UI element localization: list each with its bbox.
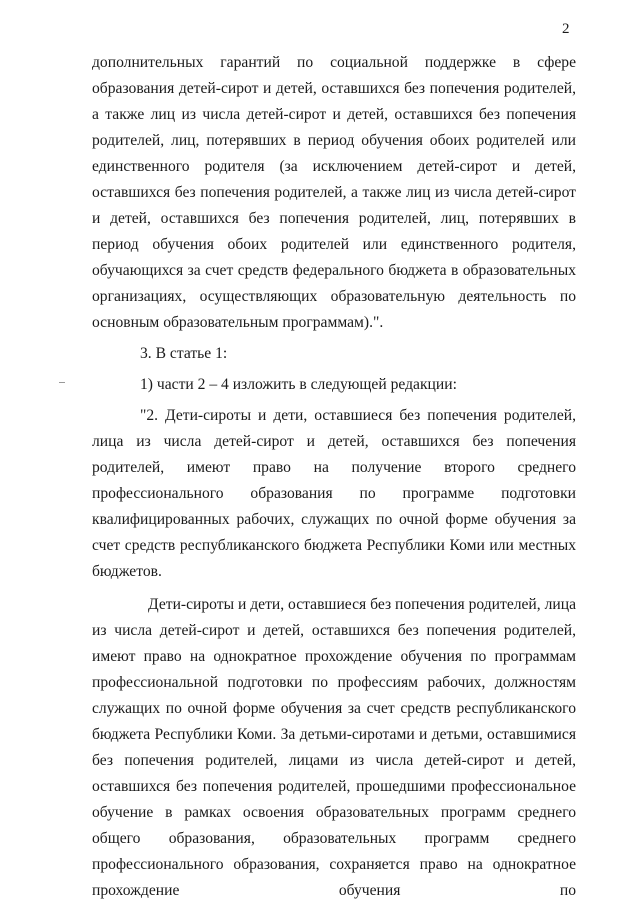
- paragraph-part-3: Дети-сироты и дети, оставшиеся без попечения родителей, лица из числа детей-сирот и детей, оставшихся без попечения родителей, имеют право на однократное прохождение обучения по программам профессиональной подготовки по профессиям рабочих, должностям служащих по очной форме обучения за счет средств республиканского бюджета Республики Коми. За детьми-сиротами и детьми, оставшимися без попечения родителей, лицами из числа детей-сирот и детей, оставшихся без попечения родителей, прошедшими профессиональное обучение в рамках освоения образовательных программ среднего общего образования, образовательных программ среднего профессионального образования, сохраняется право на однократное прохождение обучения по: [92, 596, 576, 899]
- paragraph-part-2: "2. Дети-сироты и дети, оставшиеся без попечения родителей, лица из числа детей-сирот и детей, оставшихся без попечения родителей, имеют право на получение второго среднего профессионального образования по программе подготовки квалифицированных рабочих, служащих по очной форме обучения за счет средств республиканского бюджета Республики Коми или местных бюджетов.: [92, 407, 576, 580]
- margin-mark: [59, 382, 65, 383]
- paragraph-item-heading: 1) части 2 – 4 изложить в следующей редакции:: [140, 376, 457, 393]
- paragraph-continuation: дополнительных гарантий по социальной поддержке в сфере образования детей-сирот и детей, оставшихся без попечения родителей, а также лиц из числа детей-сирот и детей, оставшихся без попечения родителей, лиц, потерявших в период обучения обоих родителей или единственного родителя (за исключением детей-сирот и детей, оставшихся без попечения родителей, а также лиц из числа детей-сирот и детей, оставшихся без попечения родителей, лиц, потерявших в период обучения обоих родителей или единственного родителя, обучающихся за счет средств федерального бюджета в образовательных организациях, осуществляющих образовательную деятельность по основным образовательным программам).".: [92, 54, 576, 331]
- document-body: [92, 50, 576, 904]
- page-number: 2: [562, 21, 570, 37]
- paragraph-article-heading: 3. В статье 1:: [140, 345, 228, 362]
